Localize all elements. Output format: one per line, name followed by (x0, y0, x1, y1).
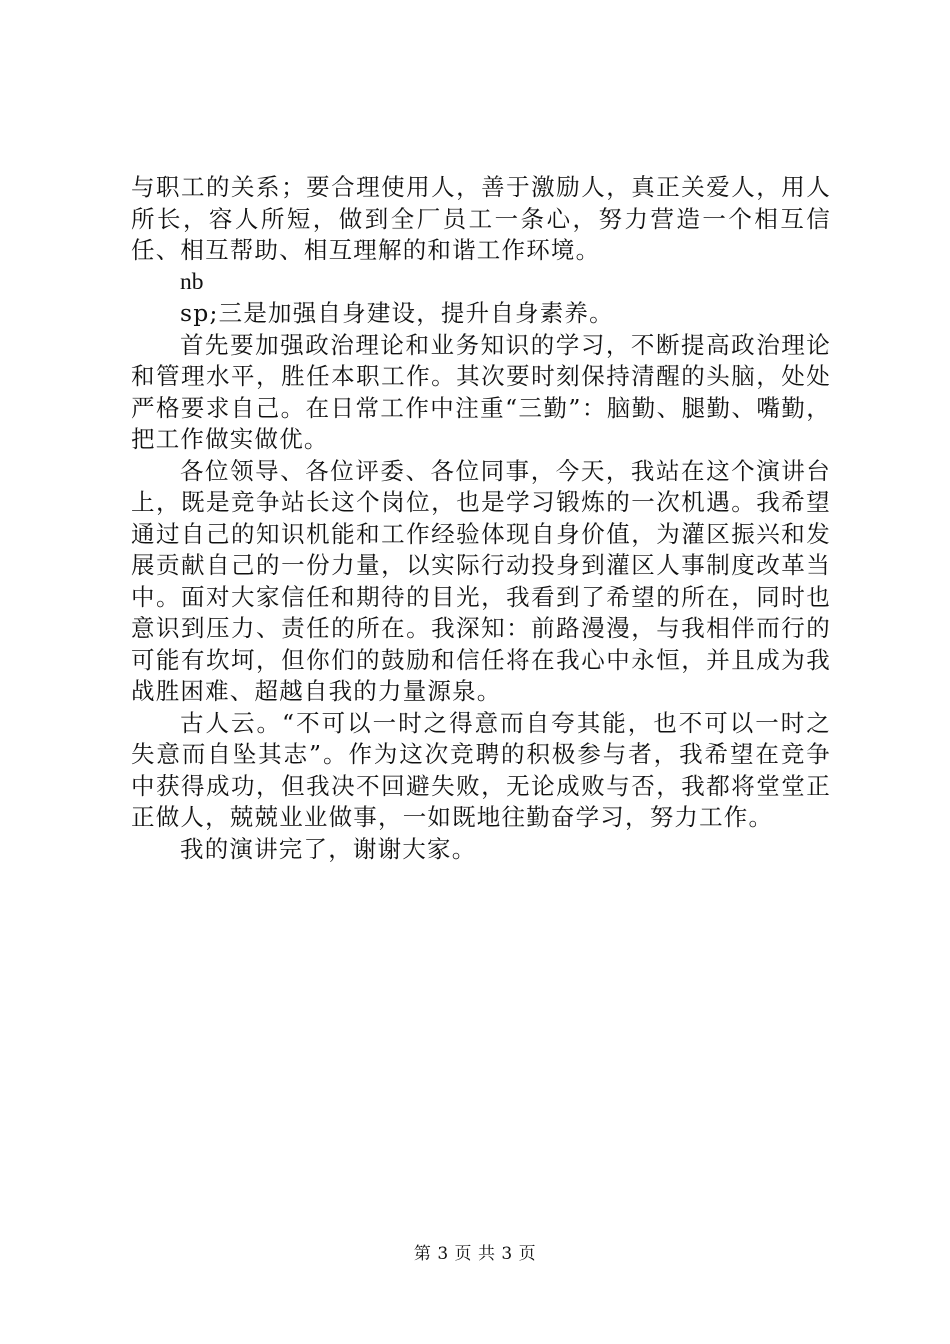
paragraph-quote: 古人云。“不可以一时之得意而自夸其能，也不可以一时之失意而自坠其志”。作为这次竞聘的积极参与者，我希望在竞争中获得成功，但我决不回避失败，无论成败与否，我都将堂堂正正做人，兢兢业业做事，一如既地往勤奋学习，努力工作。 (131, 708, 831, 831)
paragraph-study: 首先要加强政治理论和业务知识的学习，不断提高政治理论和管理水平，胜任本职工作。其次要时刻保持清醒的头脑，处处严格要求自己。在日常工作中注重“三勤”：脑勤、腿勤、嘴勤，把工作做实做优。 (131, 330, 831, 453)
document-body (131, 172, 831, 865)
paragraph-fragment-nb: nb (180, 268, 204, 295)
paragraph-closing: 我的演讲完了，谢谢大家。 (180, 834, 477, 863)
paragraph-address: 各位领导、各位评委、各位同事，今天，我站在这个演讲台上，既是竞争站长这个岗位，也是学习锻炼的一次机遇。我希望通过自己的知识机能和工作经验体现自身价值，为灌区振兴和发展贡献自己的一份力量，以实际行动投身到灌区人事制度改革当中。面对大家信任和期待的目光，我看到了希望的所在，同时也意识到压力、责任的所在。我深知：前路漫漫，与我相伴而行的可能有坎坷，但你们的鼓励和信任将在我心中永恒，并且成为我战胜困难、超越自我的力量源泉。 (131, 456, 831, 705)
paragraph-continuation: 与职工的关系；要合理使用人，善于激励人，真正关爱人，用人所长，容人所短，做到全厂员工一条心，努力营造一个相互信任、相互帮助、相互理解的和谐工作环境。 (131, 173, 831, 264)
page-footer: 第 3 页 共 3 页 (413, 1244, 537, 1264)
paragraph-section-three: sp;三是加强自身建设，提升自身素养。 (180, 299, 614, 327)
